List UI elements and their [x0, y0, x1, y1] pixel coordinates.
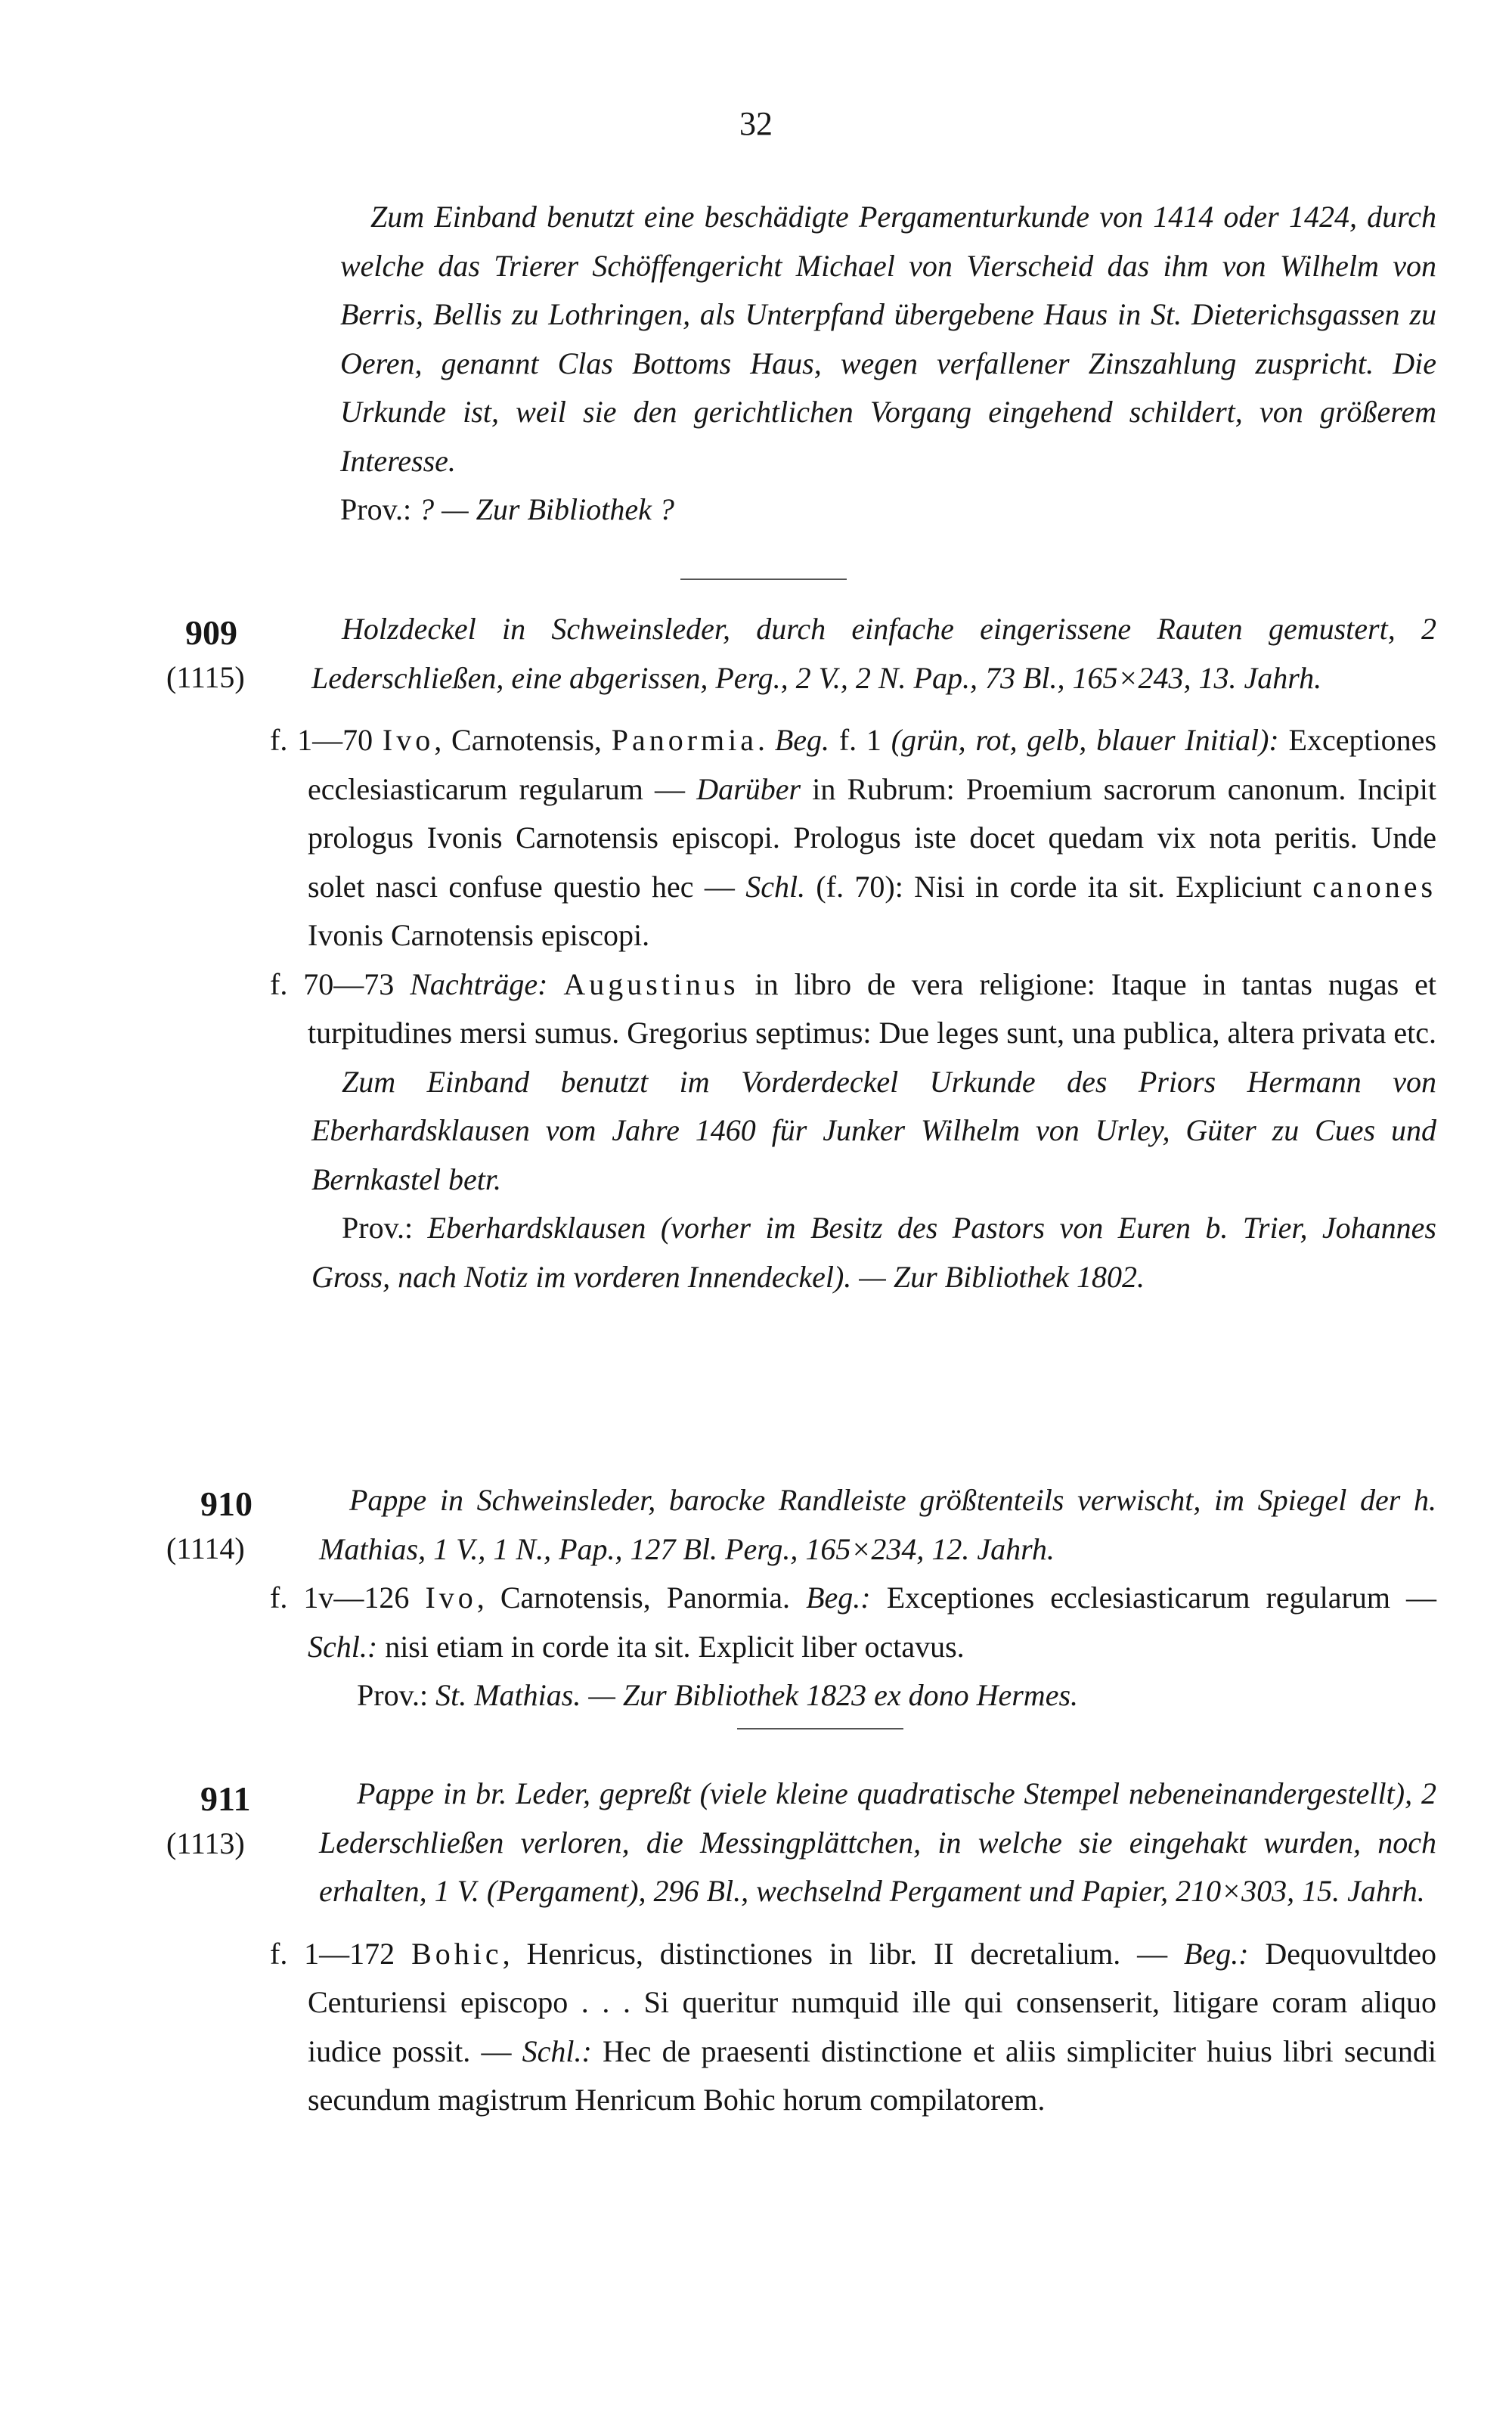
folio-item [270, 716, 1436, 960]
folio-range: f. 1v—126 [270, 1581, 410, 1615]
rubric-text: in Rubrum: Proemium sacrorum canonum. Incipit prologus Ivonis Carnotensis episcopi. Prologus iste docet quedam vix nota peritis. Unde solet nasci confuse questio hec — [308, 771, 1436, 904]
author-rest: , Henricus, distinctiones in libr. II decretalium. — [502, 1936, 1168, 1971]
nachtrage-label: Nachträge: [410, 966, 548, 1001]
author-name: Bohic [411, 1936, 503, 1971]
prov-label: Prov.: [340, 492, 412, 526]
prov-label: Prov.: [357, 1678, 429, 1712]
daruber-label: Darüber [696, 771, 801, 806]
schl-label: Schl.: [522, 2033, 592, 2068]
author-rest: , Carnotensis, Panormia. [476, 1581, 791, 1615]
provenance [311, 1204, 1436, 1301]
beg-note: (grün, rot, gelb, blauer Initial): [891, 723, 1279, 757]
prov-label: Prov.: [342, 1211, 414, 1245]
folio-item [270, 1574, 1436, 1671]
folio-range: f. 70—73 [270, 966, 395, 1001]
separator-rule [680, 579, 847, 580]
explicit-text: (f. 70): Nisi in corde ita sit. Expliciunt [816, 869, 1302, 904]
binding-note: Zum Einband benutzt im Vorderdeckel Urkunde des Priors Hermann von Eberhardsklausen vom Jahre 1460 für Junker Wilhelm von Urley, Güter zu Cues und Bernkastel betr. [311, 1064, 1436, 1196]
entry-description: Pappe in Schweinsleder, barocke Randleiste größtenteils verwischt, im Spiegel der h. Mathias, 1 V., 1 N., Pap., 127 Bl. Perg., 165×234, 12. Jahrh. [319, 1483, 1436, 1566]
incipit-text: Dequovultdeo Centuriensi episcopo . . . Si queritur numquid ille qui consenserit, litigare coram aliquo iudice possit. — [308, 1936, 1437, 2068]
beg-label: Beg. [774, 723, 830, 757]
intro-binding-note: Zum Einband benutzt eine beschädigte Pergamenturkunde von 1414 oder 1424, durch welche das Trierer Schöffengericht Michael von Vierscheid das ihm von Wilhelm von Berris, Bellis zu Lothringen, als Unterpfand übergebene Haus in St. Dieterichsgassen zu Oeren, genannt Clas Bottoms Haus, wegen verfallener Zinszahlung zuspricht. Die Urkunde ist, weil sie den gerichtlichen Vorgang eingehend schildert, von größerem Interesse. [340, 200, 1436, 478]
beg-label: Beg.: [1184, 1936, 1249, 1971]
schl-label: Schl.: [308, 1629, 378, 1664]
entry-number: 909 [185, 613, 237, 652]
intro-section [340, 193, 1436, 535]
entry-909 [270, 605, 1437, 1301]
folio-item [270, 960, 1436, 1058]
augustinus-name: Augustinus [563, 966, 739, 1001]
schl-label: Schl. [745, 869, 806, 904]
provenance [319, 1671, 1436, 1720]
explicit-text: Hec de praesenti distinctione et aliis simpliciter huius libri secundi secundum magistrum Henricum Bohic horum compilatorem. [308, 2033, 1437, 2117]
entry-old-number: (1114) [166, 1531, 245, 1565]
separator-rule [737, 1728, 903, 1729]
author-name: Ivo [382, 723, 435, 757]
prov-text: Eberhardsklausen (vorher im Besitz des Pastors von Euren b. Trier, Johannes Gross, nach Notiz im vorderen Innendeckel). — Zur Bibliothek 1802. [311, 1211, 1436, 1294]
entry-910 [270, 1476, 1437, 1720]
entry-description: Holzdeckel in Schweinsleder, durch einfache eingerissene Rauten gemustert, 2 Lederschließen, eine abgerissen, Perg., 2 V., 2 N. Pap., 73 Bl., 165×243, 13. Jahrh. [311, 612, 1436, 695]
explicit-text: nisi etiam in corde ita sit. Explicit liber octavus. [385, 1629, 965, 1664]
explicit-end: Ivonis Carnotensis episcopi. [308, 918, 650, 952]
entry-old-number: (1115) [166, 660, 245, 694]
incipit-text: Exceptiones ecclesiasticarum regularum — [308, 723, 1437, 806]
entry-911 [270, 1770, 1437, 2125]
entry-number: 911 [200, 1779, 251, 1818]
author-rest: , Carnotensis, [434, 723, 612, 757]
entry-old-number: (1113) [166, 1826, 245, 1860]
beg-ref: f. 1 [838, 723, 881, 757]
page-number: 32 [739, 105, 773, 142]
entry-number: 910 [200, 1484, 253, 1523]
beg-label: Beg.: [806, 1581, 871, 1615]
canones-word: canones [1312, 869, 1437, 904]
folio-range: f. 1—172 [270, 1936, 395, 1971]
entry-description: Pappe in br. Leder, gepreßt (viele kleine quadratische Stempel nebeneinandergestellt), 2 Lederschließen verloren, die Messingplättchen, in welche sie eingehakt wurden, noch erhalten, 1 V. (Pergament), 296 Bl., wechselnd Pergament und Papier, 210×303, 15. Jahrh. [319, 1776, 1436, 1908]
work-end: . [758, 723, 766, 757]
prov-text: St. Mathias. — Zur Bibliothek 1823 ex dono Hermes. [435, 1678, 1079, 1712]
author-name: Ivo [425, 1581, 477, 1615]
intro-provenance [340, 485, 1436, 535]
folio-item [270, 1930, 1436, 2125]
addenda-text: in libro de vera religione: Itaque in tantas nugas et turpitudines mersi sumus. Gregorius septimus: Due leges sunt, una publica, altera privata etc. [308, 966, 1436, 1050]
prov-text: ? — Zur Bibliothek ? [419, 492, 674, 526]
work-title: Panormia [611, 723, 758, 757]
incipit-text: Exceptiones ecclesiasticarum regularum — [886, 1581, 1437, 1615]
folio-range: f. 1—70 [270, 723, 373, 757]
